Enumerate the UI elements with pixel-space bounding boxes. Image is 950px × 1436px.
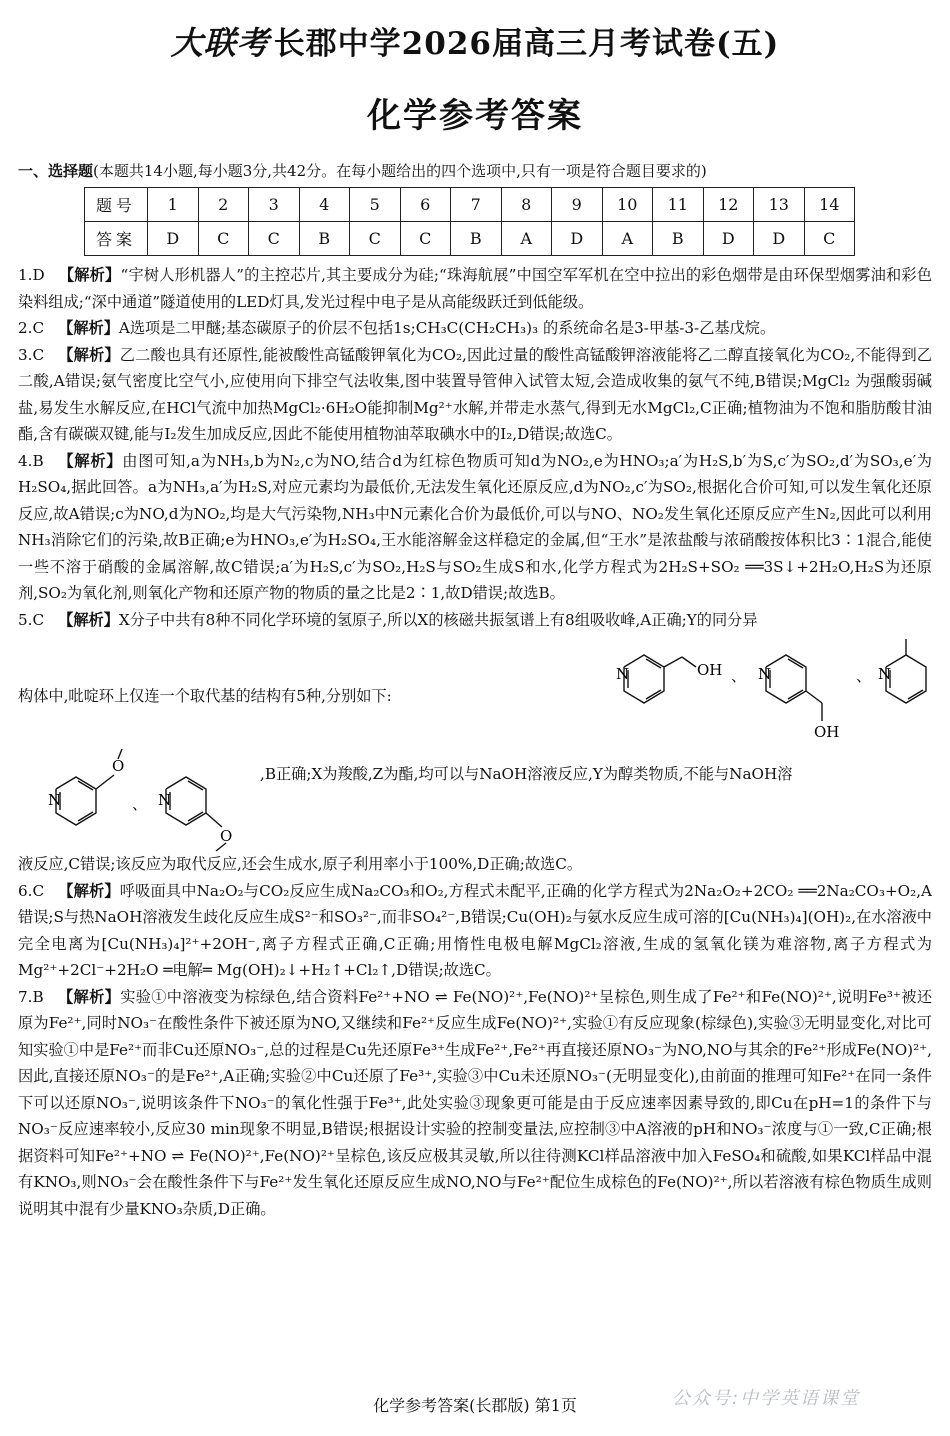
pyridine-structures-1 [596,633,936,751]
explanations [18,262,932,1222]
explanation-q5 [18,607,932,878]
item-text: 构体中,吡啶环上仅连一个取代基的结构有5种,分别如下: [18,687,392,705]
explanation-q7 [18,984,932,1223]
table-cell: B [451,222,502,256]
table-row [85,188,855,222]
table-cell: 11 [653,188,704,222]
page-title: 化学参考答案 [367,96,583,136]
atom-n: N [158,791,172,809]
table-cell: D [754,222,805,256]
item-text: 乙二酸也具有还原性,能被酸性高锰酸钾氧化为CO₂,因此过量的酸性高锰酸钾溶液能将乙二醇直接氧化为CO₂,不能得到乙二酸,A错误;氨气密度比空气小,应使用向下排空气法收集,图中装置导管伸入试管太短,会造成收集的氨气不纯,B错误;MgCl₂ 为强酸弱碱盐,易发生水解反应,在HCl气流中加热MgCl₂·6H₂O能抑制Mg²⁺水解,并带走水蒸气,得到无水MgCl₂,C正确;植物油为不饱和脂肪酸甘油酯,含有碳碳双键,能与I₂发生加成反应,因此不能使用植物油萃取碘水中的I₂,D错误;故选C。 [18,345,933,443]
page-footer: 化学参考答案(长郡版) 第1页 [373,1396,577,1415]
table-cell: D [552,222,603,256]
item-number: 7.B [18,987,44,1006]
table-cell: C [804,222,855,256]
table-cell: 13 [754,188,805,222]
table-cell: 7 [451,188,502,222]
table-cell: 3 [249,188,300,222]
atom-o: O [112,757,125,775]
section-note: (本题共14小题,每小题3分,共42分。在每小题给出的四个选项中,只有一项是符合题目要求的) [93,162,707,180]
item-number: 4.B [18,451,44,470]
item-text: “宇树人形机器人”的主控芯片,其主要成分为硅;“珠海航展”中国空军军机在空中拉出的彩色烟带是由环保型烟雾油和彩色染料组成;“深中通道”隧道使用的LED灯具,发光过程中电子是从高能级跃迁到低能级。 [18,266,933,311]
item-text-cont: 液反应,C错误;该反应为取代反应,还会生成水,原子利用率小于100%,D正确;故选C。 [18,855,583,873]
item-text: 由图可知,a为NH₃,b为N₂,c为NO,结合d为红棕色物质可知d为NO₂,e为HNO₃;a′为H₂S,b′为S,c′为SO₂,d′为SO₃,e′为H₂SO₄,据此回答。a为NH₃,a′为H₂S,对应元素均为最低价,无法发生氧化还原反应,d为NO₂,c′为SO₂,根据化合价可知,可以发生氧化还原反应,故A错误;c为NO,d为NO₂,均是大气污染物,NH₃中N元素化合价为最低价,可以与NO、NO₂发生氧化还原反应产生N₂,因此可以利用NH₃消除它们的污染,故B正确;e为HNO₃,e′为H₂SO₄,王水能溶解金这样稳定的金属,但“王水”是浓盐酸与浓硝酸按体积比3∶1混合,能使一些不溶于硝酸的金属溶解,故C错误;a′为H₂S,c′为SO₂,H₂S与SO₂生成S和水,化学方程式为2H₂S+SO₂ ══3S↓+2H₂O,H₂S为还原剂,SO₂为氧化剂,则氧化产物和还原产物的物质的量之比是2∶1,故D错误;故选B。 [18,451,932,602]
section-heading [18,160,938,181]
item-number: 1.D [18,266,45,284]
table-cell: 9 [552,188,603,222]
item-number: 2.C [18,319,45,337]
atom-oh: OH [814,723,840,741]
atom-n: N [878,665,892,683]
exam-name: 长郡中学2026届高三月考试卷(五) [273,26,780,62]
item-number: 6.C [18,881,45,900]
atom-n: N [758,665,772,683]
table-cell: D [148,222,199,256]
table-cell: 14 [804,188,855,222]
item-text: X分子中共有8种不同化学环境的氢原子,所以X的核磁共振氢谱上有8组吸收峰,A正确;Y的同分异 [118,610,758,629]
item-number: 3.C [18,345,45,364]
item-tag: 【解析】 [58,345,120,364]
row-label-answer: 答案 [85,222,148,256]
explanation-q1 [18,262,932,315]
item-tag: 【解析】 [58,266,121,284]
brand-logo: 大联考 [170,24,270,62]
atom-oh: OH [697,661,723,679]
row-label-number: 题号 [85,188,148,222]
watermark: 公众号:中学英语课堂 [672,1388,861,1409]
structures-row-2 [18,751,932,851]
table-cell: C [400,222,451,256]
explanation-q6 [18,878,932,984]
explanation-q4 [18,448,932,607]
table-cell: B [653,222,704,256]
table-cell: 4 [299,188,350,222]
item-tag: 【解析】 [58,319,119,337]
table-cell: 2 [198,188,249,222]
item-tag: 【解析】 [57,987,121,1006]
table-cell: C [249,222,300,256]
table-cell: 12 [703,188,754,222]
separator: 、 [731,667,747,685]
item-number: 5.C [18,610,45,629]
table-row [85,222,855,256]
item-tag: 【解析】 [58,881,120,900]
separator: 、 [856,667,872,685]
explanation-q2 [18,315,932,342]
table-cell: B [299,222,350,256]
exam-header [0,18,950,64]
table-cell: 5 [350,188,401,222]
table-cell: 8 [501,188,552,222]
answer-table [84,187,855,256]
table-cell: D [703,222,754,256]
table-cell: C [198,222,249,256]
section-label: 一、选择题 [18,162,94,180]
atom-n: N [616,665,630,683]
table-cell: A [602,222,653,256]
item-text: 呼吸面具中Na₂O₂与CO₂反应生成Na₂CO₃和O₂,方程式未配平,正确的化学方程式为2Na₂O₂+2CO₂ ══2Na₂CO₃+O₂,A错误;S与热NaOH溶液发生歧化反应生成S²⁻和SO₃²⁻,而非SO₄²⁻,B错误;Cu(OH)₂与氨水反应生成可溶的[Cu(NH₃)₄](OH)₂,在水溶液中完全电离为[Cu(NH₃)₄]²⁺+2OH⁻,离子方程式正确,C正确;用惰性电极电解MgCl₂溶液,生成的氢氧化镁为难溶物,离子方程式为Mg²⁺+2Cl⁻+2H₂O ═电解═ Mg(OH)₂↓+H₂↑+Cl₂↑,D错误;故选C。 [18,881,933,979]
explanation-q3 [18,342,932,448]
table-cell: A [501,222,552,256]
item-text: A选项是二甲醚;基态碳原子的价层不包括1s;CH₃C(CH₂CH₃)₃ 的系统命名是3-甲基-3-乙基戊烷。 [118,319,776,337]
separator: 、 [132,795,148,813]
table-cell: 10 [602,188,653,222]
table-cell: C [350,222,401,256]
item-tag: 【解析】 [58,610,119,629]
item-text: ,B正确;X为羧酸,Z为酯,均可以与NaOH溶液反应,Y为醇类物质,不能与NaOH溶 [260,765,793,783]
pyridine-structures-2 [36,745,266,855]
item-text: 实验①中溶液变为棕绿色,结合资料Fe²⁺+NO ⇌ Fe(NO)²⁺,Fe(NO)²⁺呈棕色,则生成了Fe²⁺和Fe(NO)²⁺,说明Fe³⁺被还原为Fe²⁺,同时NO₃⁻在酸性条件下被还原为NO,又继续和Fe²⁺反应生成Fe(NO)²⁺,实验①有反应现象(棕绿色),实验③无明显变化,对比可知实验①中是Fe²⁺而非Cu还原NO₃⁻,总的过程是Cu先还原Fe³⁺生成Fe²⁺,Fe²⁺再直接还原NO₃⁻为NO,NO与其余的Fe²⁺形成Fe(NO)²⁺,因此,直接还原NO₃⁻的是Fe²⁺,A正确;实验②中Cu还原了Fe³⁺,实验③中Cu未还原NO₃⁻(无明显变化),由前面的推理可知Fe²⁺在同一条件下可以还原NO₃⁻,说明该条件下NO₃⁻的氧化性强于Fe³⁺,此处实验③现象更可能是由于反应速率因素导致的,即Cu在pH=1的条件下与NO₃⁻反应速率较小,反应30 min现象不明显,B错误;根据设计实验的控制变量法,应控制③中A溶液的pH和NO₃⁻浓度与①一致,C正确;根据资料可知Fe²⁺+NO ⇌ Fe(NO)²⁺,Fe(NO)²⁺呈棕色,该反应极其灵敏,所以往待测KCl样品溶液中加入FeSO₄和硫酸,如果KCl样品中混有KNO₃,则NO₃⁻会在酸性条件下与Fe²⁺发生氧化还原反应生成NO,NO与Fe²⁺配位生成棕色的Fe(NO)²⁺,所以若溶液有棕色物质生成则说明其中混有少量KNO₃杂质,D正确。 [18,987,933,1218]
structures-row-1 [18,633,932,751]
table-cell: 6 [400,188,451,222]
atom-o: O [220,827,233,845]
table-cell: 1 [148,188,199,222]
atom-n: N [48,791,62,809]
item-tag: 【解析】 [57,451,123,470]
